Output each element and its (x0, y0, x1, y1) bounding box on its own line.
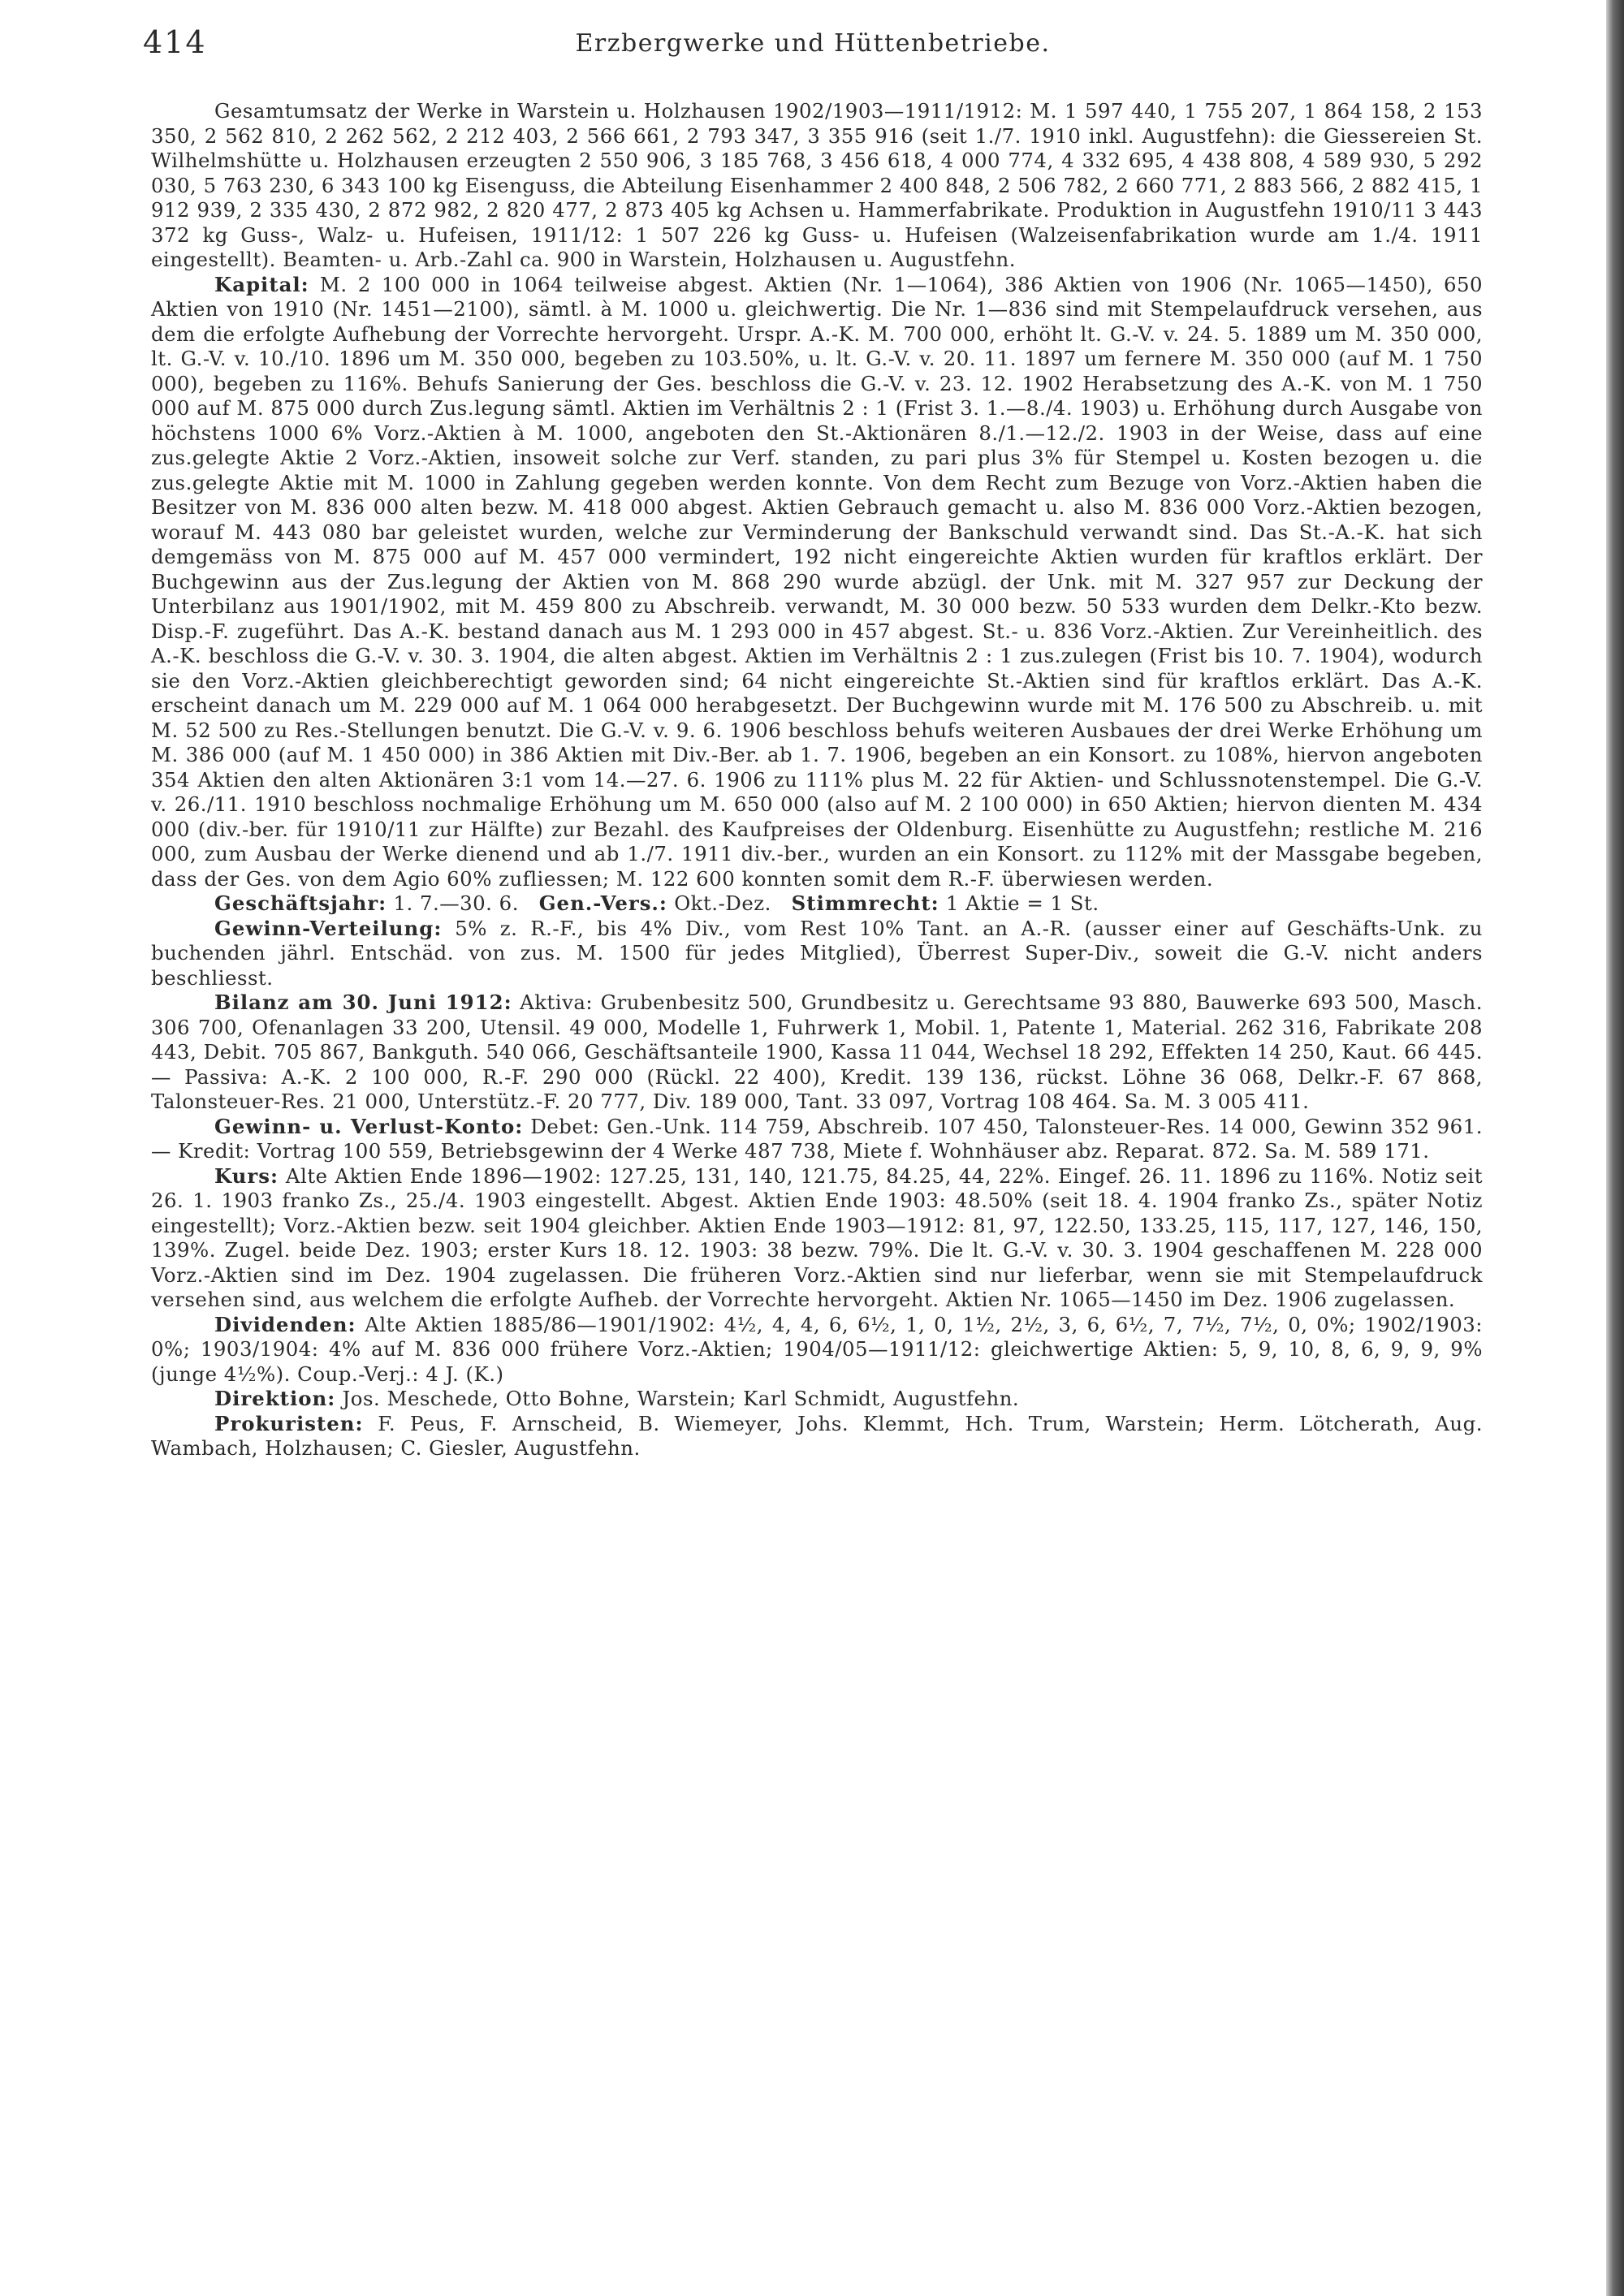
paragraph-gesamtumsatz (151, 99, 1483, 273)
paragraph-gewinn-verlust-konto (151, 1115, 1483, 1164)
scan-edge (1606, 0, 1624, 2296)
paragraph-text: 1 Aktie = 1 St. (945, 891, 1099, 915)
paragraph-text: 1. 7.—30. 6. (393, 891, 519, 915)
paragraph-geschaeftsjahr (151, 891, 1483, 917)
section-label: Gewinn-Verteilung: (214, 916, 443, 940)
section-label: Gen.-Vers.: (538, 891, 667, 915)
running-head: Erzbergwerke und Hüttenbetriebe. (575, 29, 1051, 58)
paragraph-kapital (151, 273, 1483, 892)
section-label: Gewinn- u. Verlust-Konto: (214, 1114, 524, 1138)
page-header (143, 24, 1483, 73)
paragraph-text: Jos. Meschede, Otto Bohne, Warstein; Karl Schmidt, Augustfehn. (342, 1387, 1020, 1410)
section-label: Kurs: (214, 1163, 279, 1188)
paragraph-dividenden (151, 1313, 1483, 1388)
paragraph-text: Aktiva: Grubenbesitz 500, Grundbesitz u. Gerechtsame 93 880, Bauwerke 693 500, Masch. 306 700, Ofenanlagen 33 200, Utensil. 49 000, Modelle 1, Fuhrwerk 1, Mobil. 1, Patente 1, Material. 262 316, Fabrikate 208 443, Debit. 705 867, Bankguth. 540 066, Geschäftsanteile 1900, Kassa 11 044, Wechsel 18 292, Effekten 14 250, Kaut. 66 445. — Passiva: A.-K. 2 100 000, R.-F. 290 000 (Rückl. 22 400), Kredit. 139 136, rückst. Löhne 36 068, Delkr.-F. 67 868, Talonsteuer-Res. 21 000, Unterstütz.-F. 20 777, Div. 189 000, Tant. 33 097, Vortrag 108 464. Sa. M. 3 005 411. (151, 990, 1483, 1113)
page-body (151, 99, 1483, 1461)
section-label: Bilanz am 30. Juni 1912: (214, 990, 512, 1014)
section-label: Dividenden: (214, 1312, 356, 1336)
paragraph-text: M. 2 100 000 in 1064 teilweise abgest. Aktien (Nr. 1—1064), 386 Aktien von 1906 (Nr. 1065—1450), 650 Aktien von 1910 (Nr. 1451—2100), sämtl. à M. 1000 u. gleichwertig. Die Nr. 1—836 sind mit Stempelaufdruck versehen, aus dem die erfolgte Aufhebung der Vorrechte hervorgeht. Urspr. A.-K. M. 700 000, erhöht lt. G.-V. v. 24. 5. 1889 um M. 350 000, lt. G.-V. v. 10./10. 1896 um M. 350 000, begeben zu 103.50%, u. lt. G.-V. v. 20. 11. 1897 um fernere M. 350 000 (auf M. 1 750 000), begeben zu 116%. Behufs Sanierung der Ges. beschloss die G.-V. v. 23. 12. 1902 Herabsetzung des A.-K. von M. 1 750 000 auf M. 875 000 durch Zus.legung sämtl. Aktien im Verhältnis 2 : 1 (Frist 3. 1.—8./4. 1903) u. Erhöhung durch Ausgabe von höchstens 1000 6% Vorz.-Aktien à M. 1000, angeboten den St.-Aktionären 8./1.—12./2. 1903 in der Weise, dass auf eine zus.gelegte Aktie 2 Vorz.-Aktien, insoweit solche zur Verf. standen, zu pari plus 3% für Stempel u. Kosten bezogen u. die zus.gelegte Aktie mit M. 1000 in Zahlung gegeben werden konnte. Von dem Recht zum Bezuge von Vorz.-Aktien haben die Besitzer von M. 836 000 alten bezw. M. 418 000 abgest. Aktien Gebrauch gemacht u. also M. 836 000 Vorz.-Aktien bezogen, worauf M. 443 080 bar geleistet wurden, welche zur Verminderung der Bankschuld verwandt sind. Das St.-A.-K. hat sich demgemäss von M. 875 000 auf M. 457 000 vermindert, 192 nicht eingereichte Aktien wurden für kraftlos erklärt. Der Buchgewinn aus der Zus.legung der Aktien von M. 868 290 wurde abzügl. der Unk. mit M. 327 957 zur Deckung der Unterbilanz aus 1901/1902, mit M. 459 800 zu Abschreib. verwandt, M. 30 000 bezw. 50 533 wurden dem Delkr.-Kto bezw. Disp.-F. zugeführt. Das A.-K. bestand danach aus M. 1 293 000 in 457 abgest. St.- u. 836 Vorz.-Aktien. Zur Vereinheitlich. des A.-K. beschloss die G.-V. v. 30. 3. 1904, die alten abgest. Aktien im Verhältnis 2 : 1 zus.zulegen (Frist bis 10. 7. 1904), wodurch sie den Vorz.-Aktien gleichberechtigt geworden sind; 64 nicht eingereichte St.-Aktien sind für kraftlos erklärt. Das A.-K. erscheint danach um M. 229 000 auf M. 1 064 000 herabgesetzt. Der Buchgewinn wurde mit M. 176 500 zu Abschreib. u. mit M. 52 500 zu Res.-Stellungen benutzt. Die G.-V. v. 9. 6. 1906 beschloss behufs weiteren Ausbaues der drei Werke Erhöhung um M. 386 000 (auf M. 1 450 000) in 386 Aktien mit Div.-Ber. ab 1. 7. 1906, begeben an ein Konsort. zu 108%, hiervon angeboten 354 Aktien den alten Aktionären 3:1 vom 14.—27. 6. 1906 zu 111% plus M. 22 für Aktien- und Schlussnotenstempel. Die G.-V. v. 26./11. 1910 beschloss nochmalige Erhöhung um M. 650 000 (also auf M. 2 100 000) in 650 Aktien; hiervon dienten M. 434 000 (div.-ber. für 1910/11 zur Hälfte) zur Bezahl. des Kaufpreises der Oldenburg. Eisenhütte zu Augustfehn; restliche M. 216 000, zum Ausbau der Werke dienend und ab 1./7. 1911 div.-ber., wurden an ein Konsort. zu 112% mit der Massgabe begeben, dass der Ges. von dem Agio 60% zufliessen; M. 122 600 konnten somit dem R.-F. überwiesen werden. (151, 272, 1483, 891)
paragraph-text: F. Peus, F. Arnscheid, B. Wiemeyer, Johs. Klemmt, Hch. Trum, Warstein; Herm. Lötcherath, Aug. Wambach, Holzhausen; C. Giesler, Augustfehn. (151, 1411, 1483, 1460)
paragraph-bilanz (151, 990, 1483, 1115)
section-label: Geschäftsjahr: (214, 891, 387, 915)
paragraph-text: Gesamtumsatz der Werke in Warstein u. Holzhausen 1902/1903—1911/1912: M. 1 597 440, 1 755 207, 1 864 158, 2 153 350, 2 562 810, 2 262 562, 2 212 403, 2 566 661, 2 793 347, 3 355 916 (seit 1./7. 1910 inkl. Augustfehn): die Giessereien St. Wilhelmshütte u. Holzhausen erzeugten 2 550 906, 3 185 768, 3 456 618, 4 000 774, 4 332 695, 4 438 808, 4 589 930, 5 292 030, 5 763 230, 6 343 100 kg Eisenguss, die Abteilung Eisenhammer 2 400 848, 2 506 782, 2 660 771, 2 883 566, 2 882 415, 1 912 939, 2 335 430, 2 872 982, 2 820 477, 2 873 405 kg Achsen u. Hammerfabrikate. Produktion in Augustfehn 1910/11 3 443 372 kg Guss-, Walz- u. Hufeisen, 1911/12: 1 507 226 kg Guss- u. Hufeisen (Walzeisenfabrikation wurde am 1./4. 1911 eingestellt). Beamten- u. Arb.-Zahl ca. 900 in Warstein, Holzhausen u. Augustfehn. (151, 99, 1483, 271)
paragraph-gewinn-verteilung (151, 917, 1483, 991)
paragraph-text: Okt.-Dez. (674, 891, 771, 915)
section-label: Direktion: (214, 1387, 336, 1410)
section-label: Stimmrecht: (791, 891, 939, 915)
paragraph-text: Alte Aktien 1885/86—1901/1902: 4½, 4, 4, 6, 6½, 1, 0, 1½, 2½, 3, 6, 6½, 7, 7½, 7½, 0, 0%; 1902/1903: 0%; 1903/1904: 4% auf M. 836 000 frühere Vorz.-Aktien; 1904/05—1911/12: gleichwertige Aktien: 5, 9, 10, 8, 6, 9, 9, 9% (junge 4½%). Coup.-Verj.: 4 J. (K.) (151, 1312, 1483, 1386)
page-number: 414 (143, 24, 207, 60)
paragraph-prokuristen (151, 1412, 1483, 1461)
paragraph-text: Alte Aktien Ende 1896—1902: 127.25, 131, 140, 121.75, 84.25, 44, 22%. Eingef. 26. 11. 1896 zu 116%. Notiz seit 26. 1. 1903 franko Zs., 25./4. 1903 eingestellt. Abgest. Aktien Ende 1903: 48.50% (seit 18. 4. 1904 franko Zs., später Notiz eingestellt); Vorz.-Aktien bezw. seit 1904 gleichber. Aktien Ende 1903—1912: 81, 97, 122.50, 133.25, 115, 117, 127, 146, 150, 139%. Zugel. beide Dez. 1903; erster Kurs 18. 12. 1903: 38 bezw. 79%. Die lt. G.-V. v. 30. 3. 1904 geschaffenen M. 228 000 Vorz.-Aktien sind im Dez. 1904 zugelassen. Die früheren Vorz.-Aktien sind nur lieferbar, wenn sie mit Stempelaufdruck versehen sind, aus welchem die erfolgte Aufheb. der Vorrechte hervorgeht. Aktien Nr. 1065—1450 im Dez. 1906 zugelassen. (151, 1163, 1483, 1311)
paragraph-text: Debet: Gen.-Unk. 114 759, Abschreib. 107 450, Talonsteuer-Res. 14 000, Gewinn 352 961. — Kredit: Vortrag 100 559, Betriebsgewinn der 4 Werke 487 738, Miete f. Wohnhäuser abz. Reparat. 872. Sa. M. 589 171. (151, 1114, 1483, 1163)
paragraph-text: 5% z. R.-F., bis 4% Div., vom Rest 10% Tant. an A.-R. (ausser einer auf Geschäfts-Unk. zu buchenden jährl. Entschäd. von zus. M. 1500 für jedes Mitglied), Überrest Super-Div., soweit die G.-V. nicht anders beschliesst. (151, 916, 1483, 990)
paragraph-direktion (151, 1387, 1483, 1412)
section-label: Kapital: (214, 272, 309, 296)
paragraph-kurs (151, 1164, 1483, 1313)
section-label: Prokuristen: (214, 1411, 364, 1435)
